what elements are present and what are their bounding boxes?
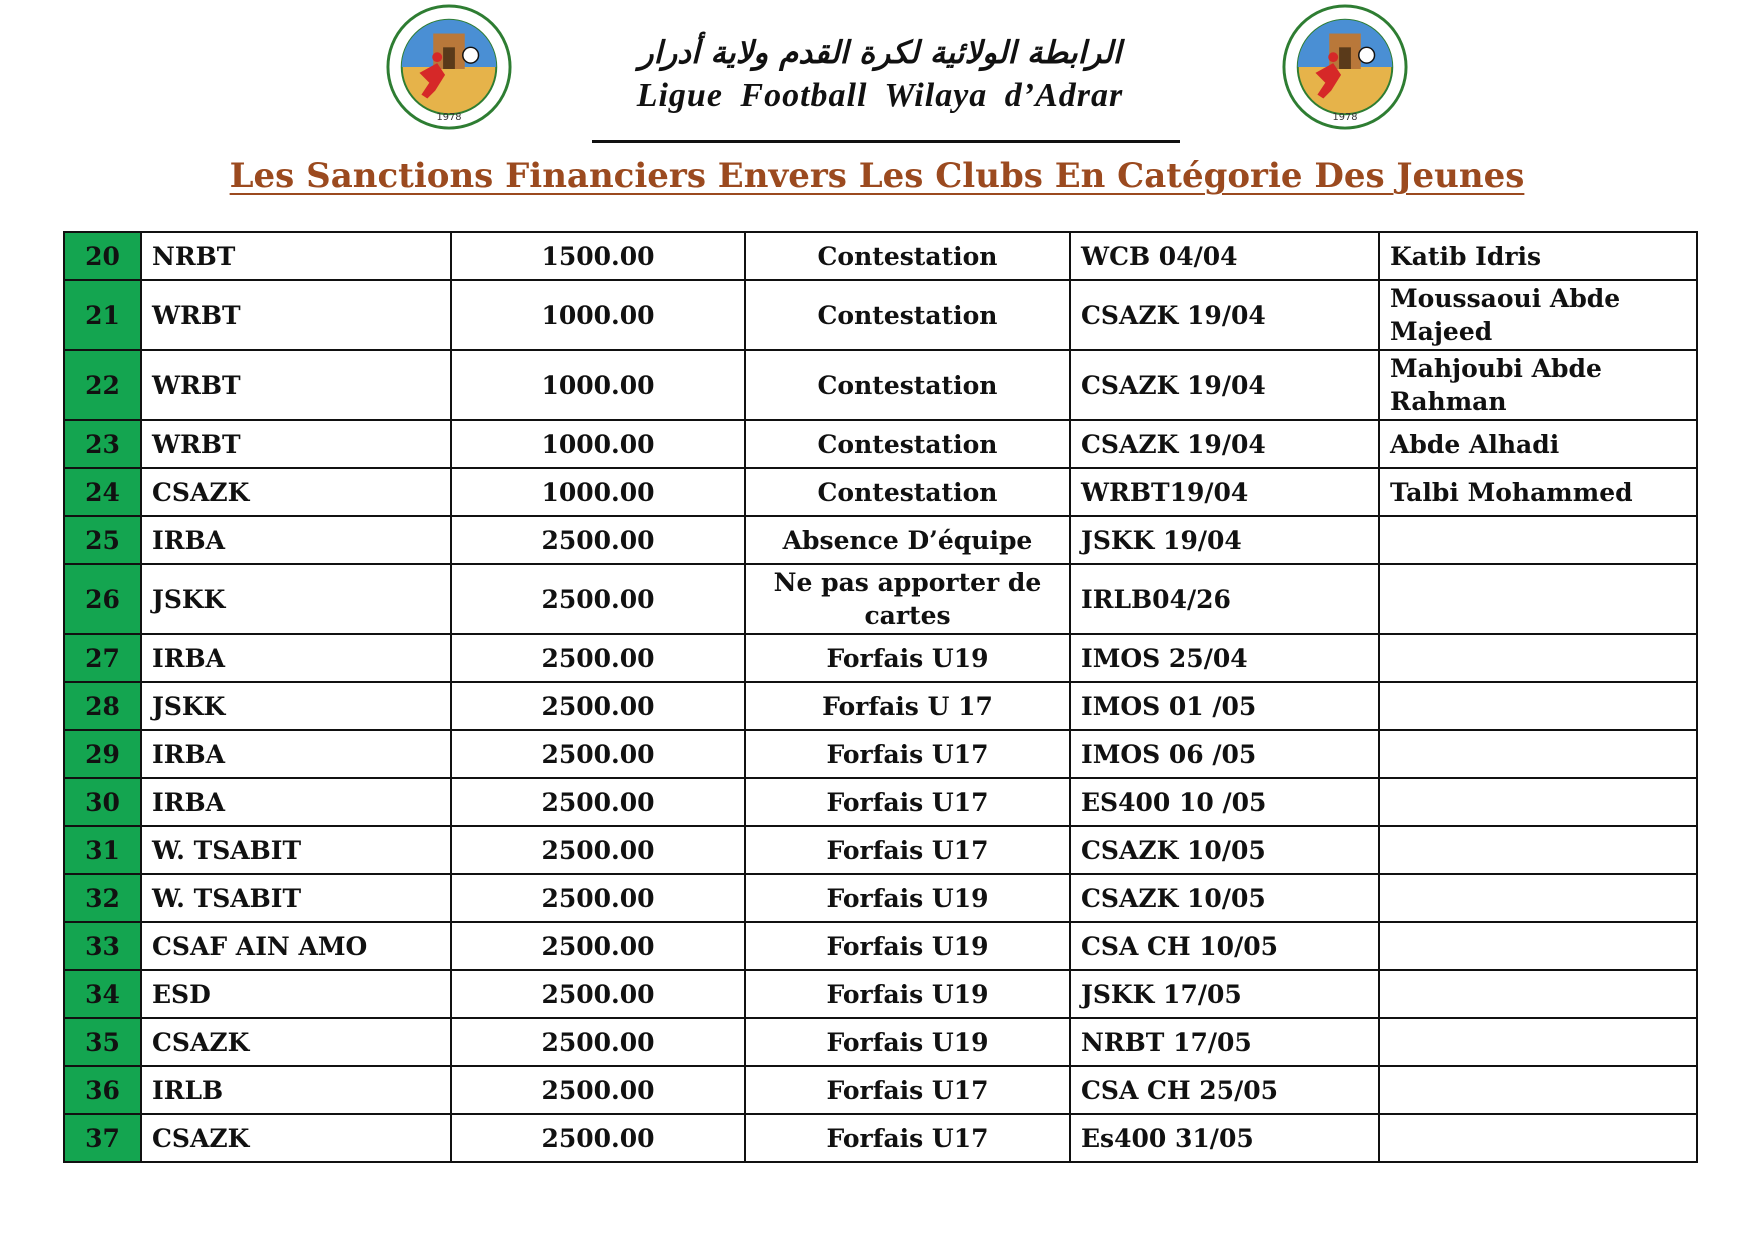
- match-reference: IMOS 01 /05: [1070, 682, 1379, 730]
- svg-text:1978: 1978: [1332, 112, 1358, 124]
- league-name-french: Ligue Football Wilaya d’Adrar: [636, 77, 1124, 114]
- match-reference: IMOS 25/04: [1070, 634, 1379, 682]
- row-number: 24: [64, 468, 141, 516]
- fine-amount: 2500.00: [451, 874, 745, 922]
- row-number: 34: [64, 970, 141, 1018]
- match-reference: CSA CH 25/05: [1070, 1066, 1379, 1114]
- club-name: ESD: [141, 970, 451, 1018]
- league-name-arabic: الرابطة الولائية لكرة القدم ولاية أدرار: [638, 35, 1122, 71]
- row-number: 28: [64, 682, 141, 730]
- row-number: 36: [64, 1066, 141, 1114]
- row-number: 37: [64, 1114, 141, 1162]
- fine-amount: 2500.00: [451, 826, 745, 874]
- fine-amount: 2500.00: [451, 970, 745, 1018]
- club-name: IRBA: [141, 516, 451, 564]
- fine-amount: 2500.00: [451, 922, 745, 970]
- sanction-reason: Forfais U19: [745, 922, 1070, 970]
- sanction-reason: Forfais U17: [745, 1066, 1070, 1114]
- club-name: CSAZK: [141, 468, 451, 516]
- player-name: [1379, 1114, 1697, 1162]
- player-name: Katib Idris: [1379, 232, 1697, 280]
- match-reference: IRLB04/26: [1070, 564, 1379, 634]
- player-name: [1379, 826, 1697, 874]
- table-row: [64, 826, 1697, 874]
- club-name: CSAZK: [141, 1018, 451, 1066]
- table-row: [64, 1066, 1697, 1114]
- player-name: Abde Alhadi: [1379, 420, 1697, 468]
- match-reference: CSA CH 10/05: [1070, 922, 1379, 970]
- table-row: [64, 874, 1697, 922]
- sanction-reason: Forfais U17: [745, 778, 1070, 826]
- header-divider: [592, 140, 1180, 143]
- club-name: JSKK: [141, 682, 451, 730]
- club-name: IRBA: [141, 730, 451, 778]
- fine-amount: 2500.00: [451, 1066, 745, 1114]
- table-row: [64, 468, 1697, 516]
- row-number: 31: [64, 826, 141, 874]
- sanction-reason: Absence D’équipe: [745, 516, 1070, 564]
- table-row: [64, 1018, 1697, 1066]
- table-row: [64, 730, 1697, 778]
- fine-amount: 1000.00: [451, 280, 745, 350]
- row-number: 35: [64, 1018, 141, 1066]
- league-logo-right: [1276, 4, 1414, 132]
- match-reference: IMOS 06 /05: [1070, 730, 1379, 778]
- match-reference: CSAZK 10/05: [1070, 874, 1379, 922]
- row-number: 25: [64, 516, 141, 564]
- sanction-reason: Forfais U17: [745, 826, 1070, 874]
- player-name: [1379, 970, 1697, 1018]
- svg-text:1978: 1978: [436, 112, 462, 124]
- row-number: 27: [64, 634, 141, 682]
- row-number: 30: [64, 778, 141, 826]
- sanction-reason: Forfais U19: [745, 970, 1070, 1018]
- table-row: [64, 232, 1697, 280]
- match-reference: Es400 31/05: [1070, 1114, 1379, 1162]
- sanction-reason: Forfais U19: [745, 1018, 1070, 1066]
- row-number: 32: [64, 874, 141, 922]
- player-name: [1379, 564, 1697, 634]
- sanction-reason: Ne pas apporter de cartes: [745, 564, 1070, 634]
- match-reference: JSKK 19/04: [1070, 516, 1379, 564]
- fine-amount: 1000.00: [451, 468, 745, 516]
- sanction-reason: Contestation: [745, 232, 1070, 280]
- fine-amount: 2500.00: [451, 634, 745, 682]
- match-reference: CSAZK 19/04: [1070, 420, 1379, 468]
- player-name: Mahjoubi Abde Rahman: [1379, 350, 1697, 420]
- sanction-reason: Forfais U19: [745, 874, 1070, 922]
- table-row: [64, 420, 1697, 468]
- player-name: [1379, 634, 1697, 682]
- table-row: [64, 1114, 1697, 1162]
- fine-amount: 2500.00: [451, 516, 745, 564]
- player-name: [1379, 682, 1697, 730]
- letterhead: [560, 30, 1200, 116]
- player-name: [1379, 874, 1697, 922]
- player-name: Moussaoui Abde Majeed: [1379, 280, 1697, 350]
- player-name: [1379, 1066, 1697, 1114]
- club-name: WRBT: [141, 420, 451, 468]
- club-name: JSKK: [141, 564, 451, 634]
- player-name: [1379, 778, 1697, 826]
- match-reference: CSAZK 10/05: [1070, 826, 1379, 874]
- sanction-reason: Forfais U19: [745, 634, 1070, 682]
- row-number: 21: [64, 280, 141, 350]
- club-name: CSAZK: [141, 1114, 451, 1162]
- match-reference: CSAZK 19/04: [1070, 280, 1379, 350]
- row-number: 20: [64, 232, 141, 280]
- club-name: CSAF AIN AMO: [141, 922, 451, 970]
- document-title: Les Sanctions Financiers Envers Les Clubs En Catégorie Des Jeunes: [229, 156, 1525, 196]
- table-row: [64, 922, 1697, 970]
- club-name: IRBA: [141, 634, 451, 682]
- row-number: 23: [64, 420, 141, 468]
- player-name: [1379, 516, 1697, 564]
- player-name: [1379, 922, 1697, 970]
- player-name: Talbi Mohammed: [1379, 468, 1697, 516]
- sanction-reason: Contestation: [745, 350, 1070, 420]
- sanction-reason: Contestation: [745, 468, 1070, 516]
- fine-amount: 1500.00: [451, 232, 745, 280]
- fine-amount: 2500.00: [451, 564, 745, 634]
- fine-amount: 2500.00: [451, 730, 745, 778]
- fine-amount: 2500.00: [451, 778, 745, 826]
- table-row: [64, 778, 1697, 826]
- sanctions-table: [63, 231, 1698, 1163]
- match-reference: JSKK 17/05: [1070, 970, 1379, 1018]
- table-row: [64, 516, 1697, 564]
- club-name: IRBA: [141, 778, 451, 826]
- sanction-reason: Contestation: [745, 420, 1070, 468]
- match-reference: ES400 10 /05: [1070, 778, 1379, 826]
- club-name: WRBT: [141, 280, 451, 350]
- fine-amount: 2500.00: [451, 1018, 745, 1066]
- match-reference: WRBT19/04: [1070, 468, 1379, 516]
- sanction-reason: Forfais U 17: [745, 682, 1070, 730]
- sanction-reason: Forfais U17: [745, 730, 1070, 778]
- table-row: [64, 682, 1697, 730]
- club-name: NRBT: [141, 232, 451, 280]
- club-name: W. TSABIT: [141, 826, 451, 874]
- row-number: 22: [64, 350, 141, 420]
- table-row: [64, 970, 1697, 1018]
- row-number: 29: [64, 730, 141, 778]
- table-row: [64, 350, 1697, 420]
- fine-amount: 2500.00: [451, 1114, 745, 1162]
- sanction-reason: Forfais U17: [745, 1114, 1070, 1162]
- club-name: W. TSABIT: [141, 874, 451, 922]
- table-row: [64, 280, 1697, 350]
- table-row: [64, 634, 1697, 682]
- row-number: 33: [64, 922, 141, 970]
- match-reference: NRBT 17/05: [1070, 1018, 1379, 1066]
- player-name: [1379, 730, 1697, 778]
- club-name: IRLB: [141, 1066, 451, 1114]
- match-reference: WCB 04/04: [1070, 232, 1379, 280]
- match-reference: CSAZK 19/04: [1070, 350, 1379, 420]
- sanction-reason: Contestation: [745, 280, 1070, 350]
- table-row: [64, 564, 1697, 634]
- league-logo-left: [380, 4, 518, 132]
- player-name: [1379, 1018, 1697, 1066]
- row-number: 26: [64, 564, 141, 634]
- club-name: WRBT: [141, 350, 451, 420]
- fine-amount: 2500.00: [451, 682, 745, 730]
- fine-amount: 1000.00: [451, 420, 745, 468]
- fine-amount: 1000.00: [451, 350, 745, 420]
